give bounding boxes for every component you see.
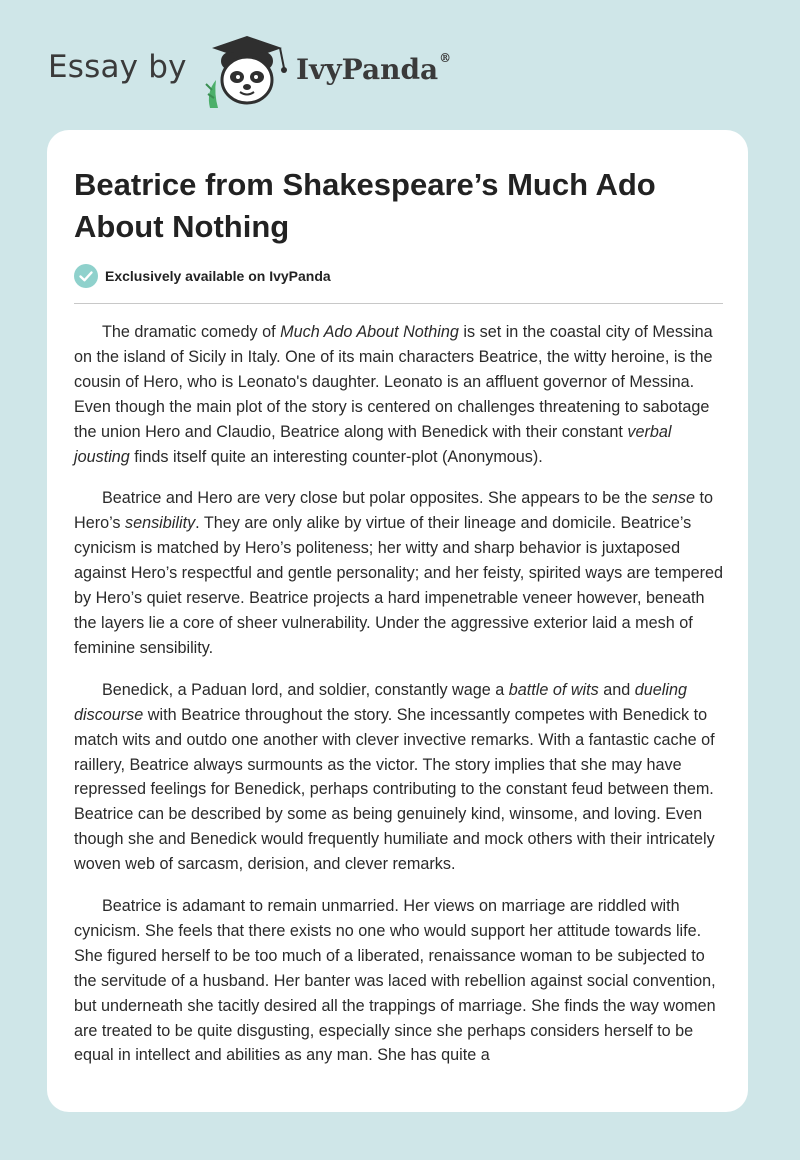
- essay-body: [74, 320, 725, 1085]
- site-header: [0, 0, 800, 130]
- brand-name[interactable]: IvyPanda®: [296, 51, 452, 86]
- paragraph-3: Benedick, a Paduan lord, and soldier, constantly wage a battle of wits and dueling discourse with Beatrice throughout the story. She incessantly competes with Benedick to match wits and outdo one another with clever invective remarks. With a fantastic cache of raillery, Beatrice always surmounts as the victor. The story implies that she may have repressed feelings for Benedick, perhaps contributing to the constant feud between them. Beatrice can be described by some as being genuinely kind, winsome, and loving. Even though she and Benedick would frequently humiliate and mock others with their intricately woven web of sarcasm, derision, and clever remarks.: [74, 680, 715, 874]
- paragraph-4: Beatrice is adamant to remain unmarried. Her views on marriage are riddled with cynicism. She feels that there exists no one who would support her attitude towards life. She figured herself to be too much of a liberated, renaissance woman to be subjected to the servitude of a husband. Her banter was laced with rebellion against social convention, but underneath she tacitly desired all the trappings of marriage. She finds the way women are treated to be quite disgusting, especially since she perhaps considers herself to be equal in intellect and abilities as any man. She has quite a: [74, 897, 716, 1065]
- essay-card: [47, 130, 748, 1112]
- panda-graduation-cap-icon[interactable]: [200, 34, 294, 110]
- badge-text: Exclusively available on IvyPanda: [105, 268, 331, 284]
- essay-by-label: Essay by: [48, 49, 187, 85]
- registered-mark: ®: [439, 51, 452, 65]
- divider: [74, 303, 723, 304]
- paragraph-2: Beatrice and Hero are very close but polar opposites. She appears to be the sense to Hero’s sensibility. They are only alike by virtue of their lineage and domicile. Beatrice’s cynicism is matched by Hero’s politeness; her witty and sharp behavior is juxtaposed against Hero’s respectful and gentle personality; and her feisty, spirited ways are tempered by Hero’s quiet reserve. Beatrice projects a hard impenetrable veneer however, beneath the layers lie a core of sheer vulnerability. Under the aggressive exterior laid a mesh of feminine sensibility.: [74, 489, 724, 657]
- page-title: Beatrice from Shakespeare’s Much Ado About Nothing: [74, 167, 656, 244]
- paragraph-1: The dramatic comedy of Much Ado About Nothing is set in the coastal city of Messina on the island of Sicily in Italy. One of its main characters Beatrice, the witty heroine, is the cousin of Hero, who is Leonato's daughter. Leonato is an affluent governor of Messina. Even though the main plot of the story is centered on challenges threatening to sabotage the union Hero and Claudio, Beatrice along with Benedick with their constant verbal jousting finds itself quite an interesting counter-plot (Anonymous).: [74, 323, 713, 466]
- check-circle-icon: [74, 264, 98, 288]
